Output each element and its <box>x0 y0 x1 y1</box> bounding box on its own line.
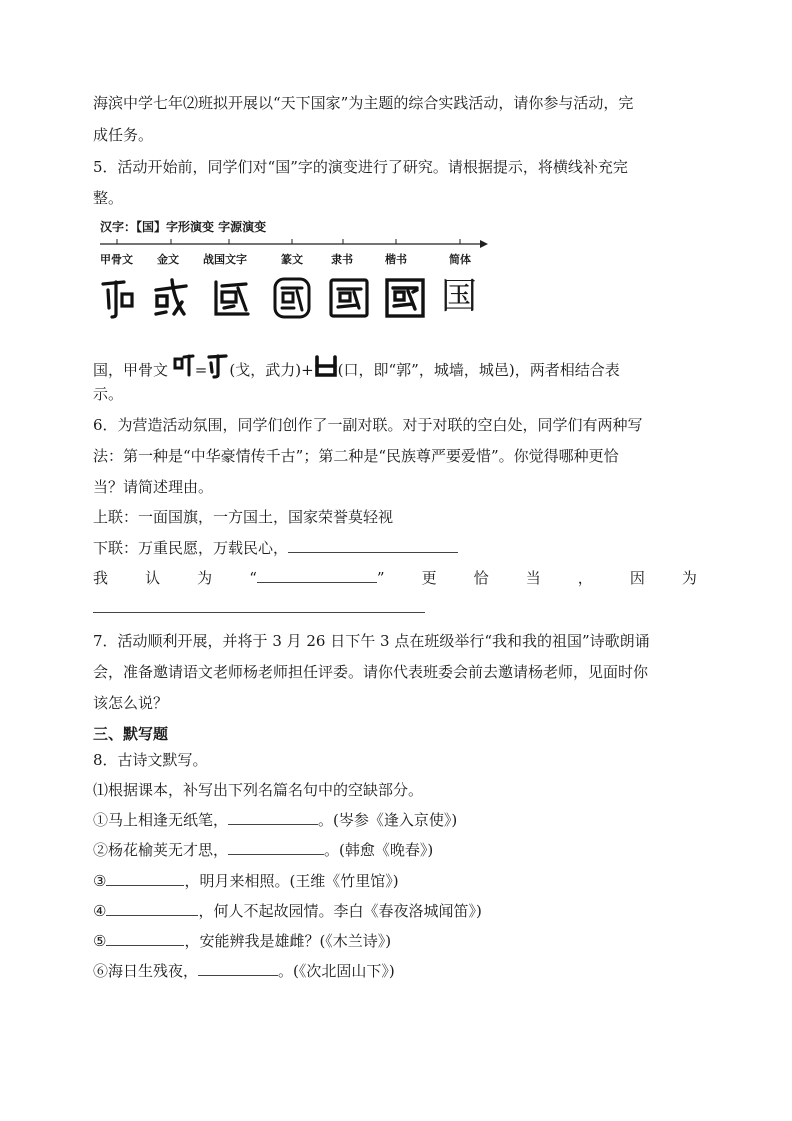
poem-item-pre: ④ <box>93 902 107 920</box>
stage-label-clerical: 隶书 <box>331 253 353 266</box>
oracle-bone-guo-glyph <box>100 276 136 320</box>
lower-couplet-text: 下联：万重民愿，万载民心， <box>93 539 289 557</box>
open-quote: “ <box>249 569 257 587</box>
poem-blank[interactable] <box>228 840 324 855</box>
bronze-guo-glyph <box>152 276 190 320</box>
poem-blank[interactable] <box>228 810 318 825</box>
poem-item-6 <box>93 960 395 982</box>
stage-label-bronze: 金文 <box>157 253 179 266</box>
poem-item-5 <box>93 930 391 952</box>
q8-title: 8．古诗文默写。 <box>93 751 208 769</box>
stage-label-regular: 楷书 <box>385 253 407 266</box>
poem-item-post: ，明月来相照。(王维《竹里馆》) <box>184 872 399 890</box>
poem-item-4 <box>93 900 482 922</box>
close-quote: ” <box>376 569 385 587</box>
poem-item-pre: ⑤ <box>93 932 107 950</box>
answer-token: 认 <box>145 569 161 587</box>
answer-token: 更 <box>421 569 437 587</box>
ge-weapon-glyph <box>207 353 229 379</box>
poem-blank[interactable] <box>106 901 198 916</box>
clerical-script-guo-glyph <box>328 276 370 320</box>
intro-line-1: 海滨中学七年⑵班拟开展以“天下国家”为主题的综合实践活动，请你参与活动，完 <box>93 94 634 112</box>
stage-label-oracle: 甲骨文 <box>100 253 133 266</box>
figure-title: 汉字：【国】字形演变 字源演变 <box>100 220 267 234</box>
poem-item-pre: ③ <box>93 872 107 890</box>
stage-label-simplified: 简体 <box>449 253 471 266</box>
q7-line-3: 该怎么说？ <box>93 694 169 712</box>
q5-line-2: 整。 <box>93 189 124 207</box>
answer-choice-group <box>249 567 384 589</box>
timeline-arrow <box>100 240 488 248</box>
explain-line-2: 示。 <box>93 385 124 403</box>
q7-line-1: 7．活动顺利开展，并将于 3 月 26 日下午 3 点在班级举行“我和我的祖国”诗歌朗诵 <box>93 632 650 650</box>
answer-token: 我 <box>93 569 109 587</box>
poem-blank[interactable] <box>106 871 184 886</box>
explain-part-1: (戈，武力)+ <box>229 361 314 379</box>
stage-label-warring-states: 战国文字 <box>203 253 247 266</box>
answer-token: 当 <box>525 569 541 587</box>
answer-token: 为 <box>681 569 697 587</box>
poem-item-post: 。(《次北固山下》) <box>278 962 395 980</box>
poem-item-post: ，何人不起故园情。李白《春夜洛城闻笛》) <box>198 902 482 920</box>
answer-token: 恰 <box>473 569 489 587</box>
seal-script-guo-glyph <box>272 276 312 320</box>
upper-couplet: 上联：一面国旗，一方国土，国家荣誉莫轻视 <box>93 508 394 526</box>
answer-reason-row <box>93 567 697 589</box>
explain-equals: = <box>194 361 208 379</box>
poem-item-3 <box>93 870 399 892</box>
kou-mouth-glyph <box>314 353 338 379</box>
q6-line-3: 当？请简述理由。 <box>93 478 214 496</box>
intro-line-2: 成任务。 <box>93 126 154 144</box>
section-heading: 三、默写题 <box>93 725 169 743</box>
poem-blank[interactable] <box>198 961 278 976</box>
poem-item-pre: ⑥海日生残夜， <box>93 962 199 980</box>
q8-sub-1: ⑴根据课本，补写出下列名篇名句中的空缺部分。 <box>93 781 424 799</box>
explain-line-1 <box>93 353 620 383</box>
q7-line-2: 会，准备邀请语文老师杨老师担任评委。请你代表班委会前去邀请杨老师，见面时你 <box>93 663 649 681</box>
poem-item-pre: ①马上相逢无纸笔， <box>93 811 229 829</box>
poem-item-post: 。(岑参《逢入京使》) <box>318 811 458 829</box>
reason-answer-blank[interactable] <box>93 612 425 613</box>
poem-item-1 <box>93 809 457 831</box>
answer-token: 为 <box>197 569 213 587</box>
warring-states-guo-glyph <box>212 276 252 320</box>
q6-line-2: 法：第一种是“中华豪情传千古”；第二种是“民族尊严要爱惜”。你觉得哪种更恰 <box>93 447 619 465</box>
answer-token: 因 <box>629 569 645 587</box>
q6-line-1: 6．为营造活动氛围，同学们创作了一副对联。对于对联的空白处，同学们有两种写 <box>93 416 643 434</box>
q5-line-1: 5．活动开始前，同学们对“国”字的演变进行了研究。请根据提示，将横线补充完 <box>93 158 628 176</box>
lower-couplet <box>93 537 458 559</box>
regular-script-guo-glyph <box>384 276 426 320</box>
poem-blank[interactable] <box>106 931 184 946</box>
couplet-answer-blank[interactable] <box>288 538 458 553</box>
poem-item-post: 。(韩愈《晚春》) <box>324 841 434 859</box>
answer-token: ， <box>577 569 593 587</box>
poem-item-2 <box>93 839 433 861</box>
explain-part-2: (口，即“郭”，城墙，城邑)，两者相结合表 <box>337 361 620 379</box>
poem-item-post: ，安能辨我是雄雌？(《木兰诗》) <box>184 932 392 950</box>
timeline-ticks <box>117 239 460 244</box>
oracle-guo-inline-glyph <box>173 353 195 379</box>
stage-label-seal: 篆文 <box>281 253 303 266</box>
explain-lead: 国，甲骨文 <box>93 361 169 379</box>
simplified-guo-glyph: 国 <box>441 276 478 317</box>
poem-item-pre: ②杨花榆荚无才思， <box>93 841 229 859</box>
choice-blank[interactable] <box>257 568 377 583</box>
